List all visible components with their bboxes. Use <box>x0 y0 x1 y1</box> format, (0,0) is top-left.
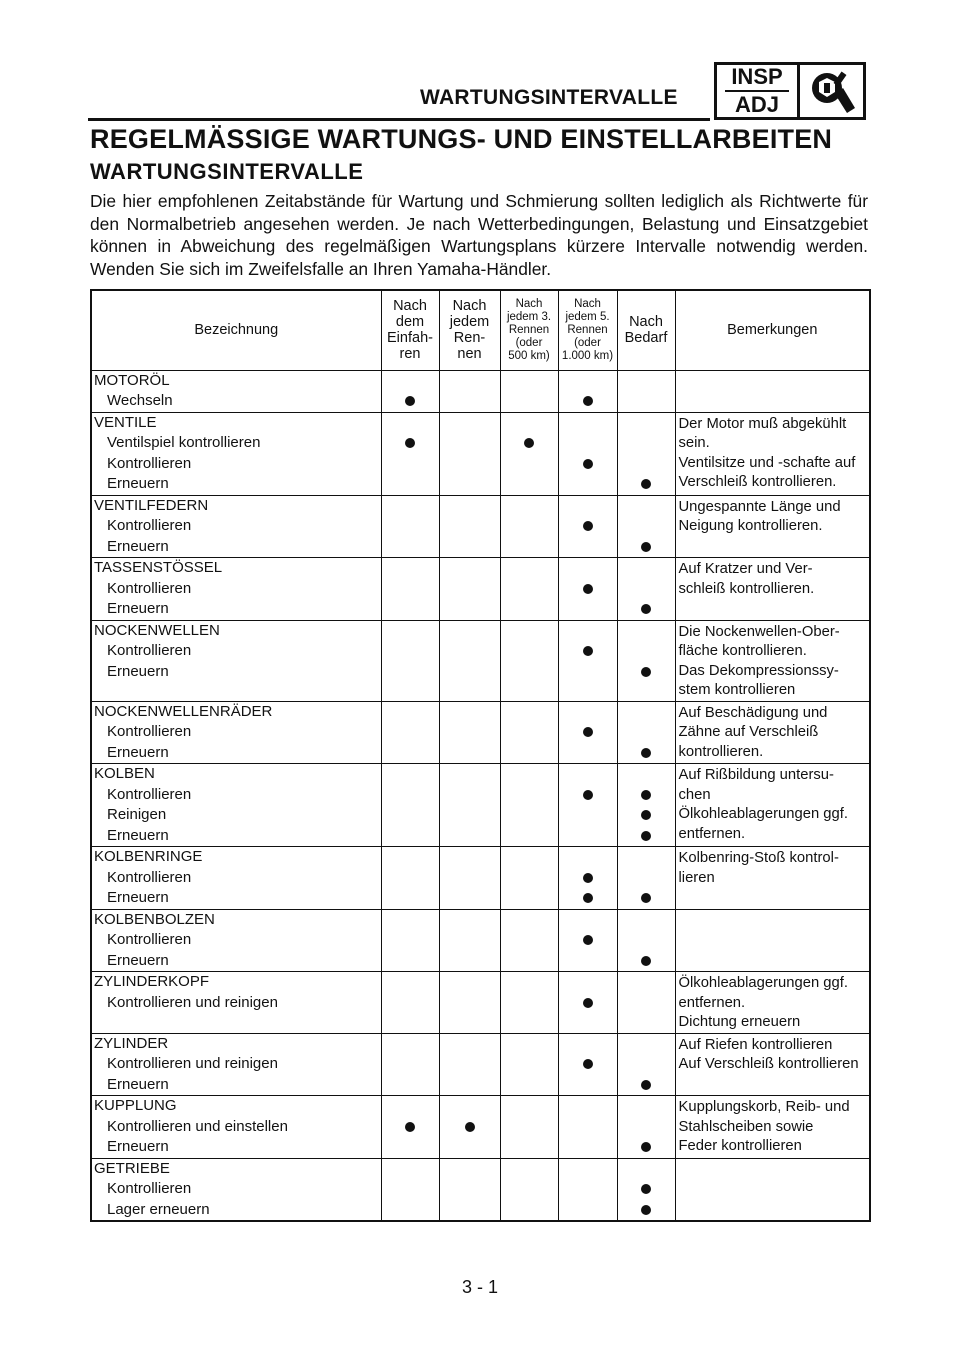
interval-mark-dot <box>405 438 415 448</box>
interval-cell <box>439 495 500 558</box>
interval-cell <box>381 370 439 412</box>
interval-cell <box>617 701 675 764</box>
remark-line: Die Nockenwellen-Ober- <box>678 623 840 640</box>
group-name: ZYLINDER <box>94 1034 169 1052</box>
interval-cell <box>617 909 675 972</box>
remarks-cell <box>675 764 870 847</box>
interval-cell <box>381 909 439 972</box>
item-label: Kontrollieren <box>107 868 192 886</box>
interval-mark-dot <box>641 790 651 800</box>
header-line: Rennen <box>567 323 608 336</box>
interval-mark-dot <box>641 542 651 552</box>
badge-insp: INSP <box>731 64 783 89</box>
group-name: KOLBEN <box>94 765 155 782</box>
interval-cell <box>558 701 617 764</box>
interval-cell <box>500 701 558 764</box>
header-line: Rennen <box>508 323 550 336</box>
interval-cell <box>381 412 439 495</box>
running-header-title: WARTUNGSINTERVALLE <box>420 86 678 109</box>
remarks-cell <box>675 1096 870 1159</box>
interval-cell <box>439 412 500 495</box>
group-name: NOCKENWELLENRÄDER <box>94 702 273 720</box>
header-line: Bedarf <box>624 330 668 347</box>
item-label: Kontrollieren <box>107 723 192 740</box>
interval-cell <box>500 1096 558 1159</box>
remark-line: Neigung kontrollieren. <box>678 518 823 534</box>
interval-cell <box>500 847 558 910</box>
item-label: Erneuern <box>107 1075 169 1093</box>
interval-cell <box>558 412 617 495</box>
remark-line: Ungespannte Länge und <box>678 498 841 515</box>
interval-mark-dot <box>405 396 415 406</box>
interval-cell <box>617 1158 675 1221</box>
item-label: Kontrollieren und reinigen <box>107 1055 278 1072</box>
remark-line: stem kontrollieren <box>678 682 796 698</box>
remark-line: Auf Rißbildung untersu- <box>678 767 834 783</box>
interval-cell <box>617 558 675 621</box>
header-line: 500 km) <box>508 349 550 362</box>
interval-cell <box>381 620 439 701</box>
interval-cell <box>500 1033 558 1096</box>
remark-line: Ölkohleablagerungen ggf. <box>678 806 848 822</box>
badge-text <box>717 65 800 117</box>
item-label: Reinigen <box>107 806 167 823</box>
remark-line: Zähne auf Verschleiß <box>678 724 819 740</box>
interval-cell <box>439 1096 500 1159</box>
remark-line: entfernen. <box>678 825 746 842</box>
interval-cell <box>439 701 500 764</box>
item-label: Kontrollieren <box>107 579 192 597</box>
interval-cell <box>500 412 558 495</box>
header-line: Bezeichnung <box>194 322 279 339</box>
interval-cell <box>617 847 675 910</box>
remark-line: entfernen. <box>678 994 746 1011</box>
item-label: Kontrollieren <box>107 454 192 472</box>
wrench-icon <box>800 65 863 117</box>
interval-cell <box>617 412 675 495</box>
remarks-cell <box>675 701 870 764</box>
item-cell <box>91 847 381 910</box>
group-name: GETRIEBE <box>94 1159 170 1177</box>
interval-mark-dot <box>583 998 593 1008</box>
header-line: jedem <box>449 314 490 331</box>
header-line: dem <box>395 314 425 331</box>
header-cell <box>91 290 381 370</box>
remarks-cell <box>675 1158 870 1221</box>
remark-line: Dichtung erneuern <box>678 1014 801 1030</box>
interval-cell <box>439 1158 500 1221</box>
item-label: Erneuern <box>107 662 169 680</box>
item-label: Erneuern <box>107 600 169 617</box>
remark-line: Stahlscheiben sowie <box>678 1118 814 1135</box>
table-row <box>91 1033 870 1096</box>
table-row <box>91 558 870 621</box>
remarks-cell <box>675 558 870 621</box>
header-line: Nach <box>515 297 543 310</box>
section-subtitle: WARTUNGSINTERVALLE <box>90 159 364 184</box>
remark-line: chen <box>678 786 711 803</box>
item-label: Erneuern <box>107 475 169 492</box>
interval-mark-dot <box>641 810 651 820</box>
interval-cell <box>381 1033 439 1096</box>
remark-line: Auf Riefen kontrollieren <box>678 1036 833 1053</box>
item-cell <box>91 972 381 1034</box>
interval-cell <box>500 495 558 558</box>
interval-mark-dot <box>524 438 534 448</box>
item-cell <box>91 412 381 495</box>
item-cell <box>91 558 381 621</box>
interval-cell <box>439 620 500 701</box>
interval-mark-dot <box>583 396 593 406</box>
remark-line: Kolbenring-Stoß kontrol- <box>678 850 839 866</box>
remark-line: Das Dekompressionssy- <box>678 662 839 679</box>
interval-mark-dot <box>583 646 593 656</box>
table-header-row <box>91 290 870 370</box>
table-row <box>91 370 870 412</box>
remark-line: Ölkohleablagerungen ggf. <box>678 975 848 991</box>
remark-line: Ventilsitze und -schafte auf <box>678 454 856 471</box>
table-row <box>91 909 870 972</box>
remarks-cell <box>675 1033 870 1096</box>
item-label: Kontrollieren <box>107 642 192 659</box>
interval-mark-dot <box>583 1059 593 1069</box>
interval-cell <box>500 558 558 621</box>
header-line: Nach <box>452 298 487 315</box>
interval-mark-dot <box>583 893 593 903</box>
insp-adj-badge <box>714 62 866 120</box>
interval-cell <box>439 847 500 910</box>
interval-cell <box>558 1158 617 1221</box>
header-line: Bemerkungen <box>727 322 818 339</box>
interval-cell <box>558 495 617 558</box>
group-name: TASSENSTÖSSEL <box>94 559 223 576</box>
item-cell <box>91 370 381 412</box>
interval-cell <box>381 764 439 847</box>
remark-line: Kupplungskorb, Reib- und <box>678 1099 850 1115</box>
header-line: (oder <box>574 336 601 349</box>
interval-mark-dot <box>641 893 651 903</box>
group-name: KOLBENBOLZEN <box>94 910 215 928</box>
item-label: Kontrollieren und einstellen <box>107 1117 288 1135</box>
group-name: VENTILE <box>94 413 157 431</box>
interval-mark-dot <box>641 1205 651 1215</box>
item-cell <box>91 764 381 847</box>
group-name: MOTORÖL <box>94 371 170 389</box>
header-cell <box>439 290 500 370</box>
remarks-cell <box>675 370 870 412</box>
header-line: ren <box>399 346 421 363</box>
table-row <box>91 847 870 910</box>
item-label: Wechseln <box>107 392 173 409</box>
interval-cell <box>617 620 675 701</box>
interval-cell <box>500 972 558 1034</box>
interval-mark-dot <box>641 748 651 758</box>
interval-mark-dot <box>583 790 593 800</box>
interval-cell <box>439 558 500 621</box>
header-cell <box>500 290 558 370</box>
interval-cell <box>500 620 558 701</box>
interval-mark-dot <box>641 956 651 966</box>
header-line: Nach <box>629 314 663 331</box>
interval-mark-dot <box>583 727 593 737</box>
item-label: Ventilspiel kontrollieren <box>107 434 261 451</box>
item-label: Kontrollieren <box>107 931 192 948</box>
interval-cell <box>617 370 675 412</box>
header-cell <box>675 290 870 370</box>
interval-mark-dot <box>641 1142 651 1152</box>
badge-adj: ADJ <box>734 92 779 117</box>
interval-cell <box>439 764 500 847</box>
item-cell <box>91 620 381 701</box>
remark-line: fläche kontrollieren. <box>678 643 807 659</box>
interval-mark-dot <box>641 479 651 489</box>
table-body <box>91 370 870 1221</box>
interval-cell <box>439 370 500 412</box>
remark-line: Auf Kratzer und Ver- <box>678 561 813 577</box>
interval-mark-dot <box>465 1122 475 1132</box>
header-line: Ren- <box>453 330 486 347</box>
interval-cell <box>617 1033 675 1096</box>
interval-cell <box>381 972 439 1034</box>
remark-line: lieren <box>678 869 715 886</box>
interval-cell <box>558 558 617 621</box>
header-line: 1.000 km) <box>561 349 614 362</box>
interval-cell <box>439 1033 500 1096</box>
interval-cell <box>617 972 675 1034</box>
interval-cell <box>558 620 617 701</box>
item-label: Kontrollieren und reinigen <box>107 993 278 1011</box>
remarks-cell <box>675 909 870 972</box>
interval-mark-dot <box>641 1080 651 1090</box>
interval-cell <box>381 558 439 621</box>
interval-mark-dot <box>583 459 593 469</box>
interval-cell <box>617 495 675 558</box>
header-line: Nach <box>574 297 601 310</box>
item-label: Kontrollieren <box>107 517 192 534</box>
remark-line: kontrollieren. <box>678 743 764 760</box>
interval-cell <box>558 370 617 412</box>
interval-cell <box>439 972 500 1034</box>
header-line: jedem 3. <box>506 310 552 323</box>
interval-mark-dot <box>583 873 593 883</box>
interval-cell <box>558 972 617 1034</box>
item-cell <box>91 1158 381 1221</box>
header-rule <box>88 118 710 121</box>
table-row <box>91 701 870 764</box>
interval-cell <box>381 1096 439 1159</box>
item-label: Kontrollieren <box>107 1180 192 1197</box>
header-line: (oder <box>515 336 543 349</box>
item-cell <box>91 909 381 972</box>
remark-line: Auf Beschädigung und <box>678 704 828 721</box>
header-cell <box>381 290 439 370</box>
interval-mark-dot <box>641 604 651 614</box>
interval-cell <box>558 1096 617 1159</box>
header-line: jedem 5. <box>565 310 610 323</box>
table-row <box>91 1158 870 1221</box>
page-number: 3 - 1 <box>461 1277 499 1297</box>
remarks-cell <box>675 972 870 1034</box>
remark-line: schleiß kontrollieren. <box>678 580 815 597</box>
interval-cell <box>500 909 558 972</box>
group-name: VENTILFEDERN <box>94 496 209 514</box>
interval-cell <box>439 909 500 972</box>
group-name: NOCKENWELLEN <box>94 621 220 639</box>
item-label: Erneuern <box>107 743 169 761</box>
item-label: Erneuern <box>107 889 169 906</box>
table-row <box>91 1096 870 1159</box>
table-row <box>91 764 870 847</box>
remark-line: sein. <box>678 435 710 451</box>
remark-line: Auf Verschleiß kontrollieren <box>678 1056 859 1072</box>
interval-cell <box>381 701 439 764</box>
interval-mark-dot <box>641 831 651 841</box>
interval-cell <box>381 847 439 910</box>
item-label: Erneuern <box>107 826 169 844</box>
table-row <box>91 412 870 495</box>
interval-cell <box>558 764 617 847</box>
header-cell <box>558 290 617 370</box>
header-line: Einfah- <box>387 330 433 347</box>
interval-cell <box>617 1096 675 1159</box>
group-name: ZYLINDERKOPF <box>94 973 210 990</box>
interval-cell <box>381 495 439 558</box>
item-label: Erneuern <box>107 1138 169 1155</box>
remarks-cell <box>675 495 870 558</box>
remarks-cell <box>675 847 870 910</box>
item-cell <box>91 495 381 558</box>
group-name: KUPPLUNG <box>94 1097 177 1114</box>
interval-cell <box>381 1158 439 1221</box>
interval-cell <box>558 847 617 910</box>
interval-mark-dot <box>641 667 651 677</box>
interval-mark-dot <box>583 935 593 945</box>
header-line: Nach <box>393 298 427 315</box>
item-cell <box>91 1096 381 1159</box>
table-row <box>91 972 870 1034</box>
interval-cell <box>500 370 558 412</box>
interval-cell <box>617 764 675 847</box>
header-cell <box>617 290 675 370</box>
interval-mark-dot <box>641 1184 651 1194</box>
item-cell <box>91 1033 381 1096</box>
interval-cell <box>500 1158 558 1221</box>
item-label: Kontrollieren <box>107 785 192 803</box>
maintenance-table <box>90 289 871 1222</box>
item-label: Erneuern <box>107 951 169 969</box>
interval-cell <box>558 909 617 972</box>
remark-line: Feder kontrollieren <box>678 1138 802 1154</box>
item-cell <box>91 701 381 764</box>
remarks-cell <box>675 620 870 701</box>
group-name: KOLBENRINGE <box>94 848 203 865</box>
item-label: Erneuern <box>107 537 169 555</box>
remark-line: Verschleiß kontrollieren. <box>678 474 837 490</box>
interval-mark-dot <box>583 584 593 594</box>
remarks-cell <box>675 412 870 495</box>
item-label: Lager erneuern <box>107 1200 210 1218</box>
interval-cell <box>558 1033 617 1096</box>
table-row <box>91 620 870 701</box>
remark-line: Der Motor muß abgekühlt <box>678 415 847 432</box>
table-row <box>91 495 870 558</box>
interval-mark-dot <box>405 1122 415 1132</box>
header-line: nen <box>457 346 482 363</box>
interval-cell <box>500 764 558 847</box>
interval-mark-dot <box>583 521 593 531</box>
intro-paragraph: Die hier empfohlenen Zeitabstände für Wartung und Schmierung sollten lediglich als Richtwerte für den Normalbetrieb angesehen werden. Je nach Wetterbedingungen, Belastung und Einsatzgebiet können in Abweichung des regelmäßigen Wartungsplans kürzere Intervalle notwendig werden. Wenden Sie sich im Zweifelsfalle an Ihren Yamaha-Händler. <box>90 191 868 279</box>
page-title: REGELMÄSSIGE WARTUNGS- UND EINSTELLARBEITEN <box>90 124 833 154</box>
